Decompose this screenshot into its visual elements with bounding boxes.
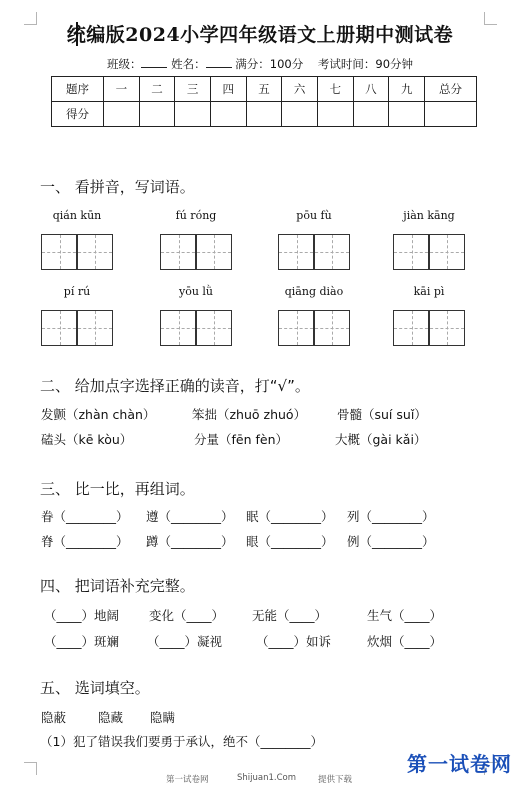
idiom-item[interactable]: 变化（____） — [149, 608, 225, 623]
idiom-item[interactable]: 生气（____） — [367, 608, 443, 623]
writing-grid[interactable] — [41, 310, 113, 346]
header-cell: 七 — [317, 77, 353, 102]
score-cell[interactable] — [317, 102, 353, 127]
score-table — [51, 76, 477, 127]
section5-heading: 五、 选词填空。 — [40, 679, 150, 697]
header-cell: 五 — [246, 77, 282, 102]
score-row-label: 得分 — [52, 102, 104, 127]
pronunciation-item[interactable]: 发颤（zhàn chàn） — [41, 407, 156, 422]
score-cell[interactable] — [104, 102, 140, 127]
section1-heading: 一、 看拼音，写词语。 — [40, 178, 195, 196]
writing-grid[interactable] — [278, 310, 350, 346]
header-cell: 四 — [210, 77, 246, 102]
writing-grid[interactable] — [41, 234, 113, 270]
score-cell[interactable] — [175, 102, 211, 127]
pinyin-label: kāi pì — [413, 285, 445, 298]
score-cell[interactable] — [210, 102, 246, 127]
writing-grid[interactable] — [393, 310, 465, 346]
score-cell[interactable] — [353, 102, 389, 127]
compare-word-item[interactable]: 眷（________） — [41, 509, 129, 524]
compare-word-item[interactable]: 眼（________） — [246, 534, 334, 549]
site-logo: 第一试卷网 — [407, 752, 512, 776]
pinyin-label: yōu lǜ — [178, 285, 214, 298]
compare-word-item[interactable]: 蹲（________） — [146, 534, 234, 549]
word-choice: 隐藏 — [98, 710, 124, 725]
writing-grid[interactable] — [278, 234, 350, 270]
score-cell[interactable] — [389, 102, 425, 127]
section2-heading: 二、 给加点字选择正确的读音，打“√”。 — [40, 377, 310, 395]
section4-heading: 四、 把词语补充完整。 — [40, 577, 195, 595]
name-blank — [206, 57, 232, 68]
class-label: 班级： — [106, 57, 142, 71]
compare-word-item[interactable]: 例（________） — [347, 534, 435, 549]
page-title: 统编版2024小学四年级语文上册期中测试卷 — [66, 24, 454, 46]
class-blank — [141, 57, 167, 68]
writing-grid[interactable] — [160, 310, 232, 346]
idiom-item[interactable]: （____）斑斓 — [44, 634, 120, 649]
footer-site-url[interactable]: Shijuan1.Com — [237, 773, 297, 783]
score-cell[interactable] — [282, 102, 318, 127]
score-cell[interactable] — [139, 102, 175, 127]
header-cell: 三 — [175, 77, 211, 102]
word-choice: 隐蔽 — [41, 710, 67, 725]
footer-site-name: 第一试卷网 — [166, 775, 209, 785]
pinyin-label: pōu fù — [296, 209, 332, 222]
idiom-item[interactable]: （____）如诉 — [256, 634, 332, 649]
pinyin-label: jiàn kāng — [403, 209, 455, 222]
pinyin-label: fú róng — [175, 209, 217, 222]
writing-grid[interactable] — [160, 234, 232, 270]
compare-word-item[interactable]: 眠（________） — [246, 509, 334, 524]
corner-mark-bl — [24, 762, 37, 775]
compare-word-item[interactable]: 脊（________） — [41, 534, 129, 549]
compare-word-item[interactable]: 列（________） — [347, 509, 435, 524]
pronunciation-item[interactable]: 笨拙（zhuō zhuó） — [192, 407, 307, 422]
compare-word-item[interactable]: 遵（________） — [146, 509, 234, 524]
pronunciation-item[interactable]: 大概（gài kǎi） — [335, 432, 427, 447]
pinyin-label: pí rú — [63, 285, 91, 298]
idiom-item[interactable]: （____）地阔 — [44, 608, 120, 623]
score-cell[interactable] — [246, 102, 282, 127]
header-cell: 题序 — [52, 77, 104, 102]
pinyin-label: qián kūn — [52, 209, 102, 222]
exam-time: 考试时间：90分钟 — [317, 57, 414, 71]
full-score: 满分：100分 — [235, 57, 304, 71]
header-cell: 九 — [389, 77, 425, 102]
word-choice: 隐瞒 — [150, 710, 176, 725]
pronunciation-item[interactable]: 磕头（kē kòu） — [41, 432, 133, 447]
fill-blank-question[interactable]: （1）犯了错误我们要勇于承认，绝不（________） — [40, 734, 323, 749]
writing-grid[interactable] — [393, 234, 465, 270]
section3-heading: 三、 比一比，再组词。 — [40, 480, 195, 498]
score-table-header-row — [52, 77, 477, 102]
score-cell[interactable] — [425, 102, 477, 127]
footer-download: 提供下载 — [318, 775, 353, 785]
name-label: 姓名： — [171, 57, 206, 71]
idiom-item[interactable]: 炊烟（____） — [367, 634, 443, 649]
header-cell: 一 — [104, 77, 140, 102]
header-cell: 总分 — [425, 77, 477, 102]
header-cell: 二 — [139, 77, 175, 102]
header-cell: 六 — [282, 77, 318, 102]
pinyin-label: qiāng diào — [284, 285, 344, 298]
idiom-item[interactable]: 无能（____） — [252, 608, 328, 623]
header-cell: 八 — [353, 77, 389, 102]
exam-info-line — [0, 56, 520, 72]
score-table-score-row — [52, 102, 477, 127]
pronunciation-item[interactable]: 分量（fēn fèn） — [194, 432, 289, 447]
idiom-item[interactable]: （____）凝视 — [147, 634, 223, 649]
pronunciation-item[interactable]: 骨髓（suí suǐ） — [337, 407, 427, 422]
